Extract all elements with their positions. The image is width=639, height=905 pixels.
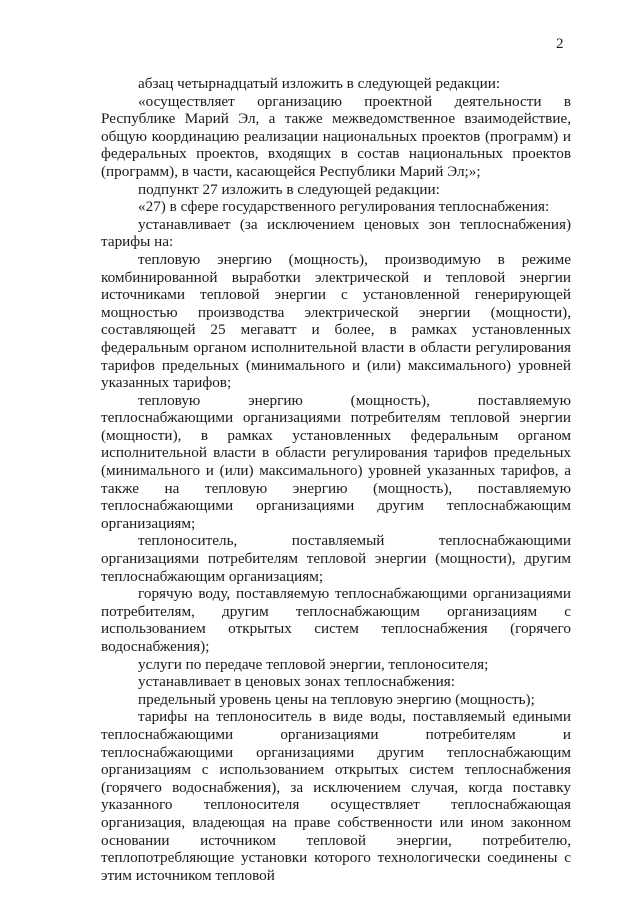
paragraph: «осуществляет организацию проектной деятельности в Республике Марий Эл, а также межведомственное взаимодействие, общую координацию реализации национальных проектов (программ) и федеральных проектов, входящих в состав национальных проектов (программ), в части, касающейся Республики Марий Эл;»;	[101, 92, 571, 180]
paragraph: услуги по передаче тепловой энергии, теплоносителя;	[138, 655, 489, 673]
paragraph: тепловую энергию (мощность), производимую в режиме комбинированной выработки электрической и тепловой энергии источниками тепловой энергии с установленной генерирующей мощностью производства электрической энергии (мощности), составляющей 25 мегаватт и более, в рамках установленных федеральным органом исполнительной власти в области регулирования тарифов предельных (минимального и (или) максимального) уровней указанных тарифов;	[101, 250, 571, 392]
page-number: 2	[556, 36, 564, 52]
paragraph: абзац четырнадцатый изложить в следующей редакции:	[138, 75, 501, 92]
document-body	[101, 75, 571, 884]
paragraph: «27) в сфере государственного регулирования теплоснабжения:	[138, 198, 550, 216]
paragraph: теплоноситель, поставляемый теплоснабжающими организациями потребителям тепловой энергии (мощности), другим теплоснабжающим организациям;	[101, 532, 571, 585]
paragraph: тарифы на теплоноситель в виде воды, поставляемый едиными теплоснабжающими организациями потребителям и теплоснабжающими организациями другим теплоснабжающим организациям с использованием открытых систем теплоснабжения (горячего водоснабжения), за исключением случая, когда поставку указанного теплоносителя осуществляет теплоснабжающая организация, владеющая на праве собственности или ином законном основании источником тепловой энергии, потребителю, теплопотребляющие установки которого технологически соединены с этим источником тепловой	[101, 708, 571, 884]
paragraph: предельный уровень цены на тепловую энергию (мощность);	[138, 690, 535, 708]
paragraph: устанавливает (за исключением ценовых зон теплоснабжения) тарифы на:	[101, 215, 571, 251]
paragraph: подпункт 27 изложить в следующей редакции:	[138, 180, 440, 198]
paragraph: горячую воду, поставляемую теплоснабжающими организациями потребителям, другим теплоснабжающим организациям с использованием открытых систем теплоснабжения (горячего водоснабжения);	[101, 585, 571, 655]
paragraph: тепловую энергию (мощность), поставляемую теплоснабжающими организациями потребителям тепловой энергии (мощности), в рамках установленных федеральным органом исполнительной власти в области регулирования тарифов предельных (минимального и (или) максимального) уровней указанных тарифов, а также на тепловую энергию (мощность), поставляемую теплоснабжающими организациями другим теплоснабжающим организациям;	[101, 391, 571, 532]
paragraph: устанавливает в ценовых зонах теплоснабжения:	[138, 673, 455, 691]
